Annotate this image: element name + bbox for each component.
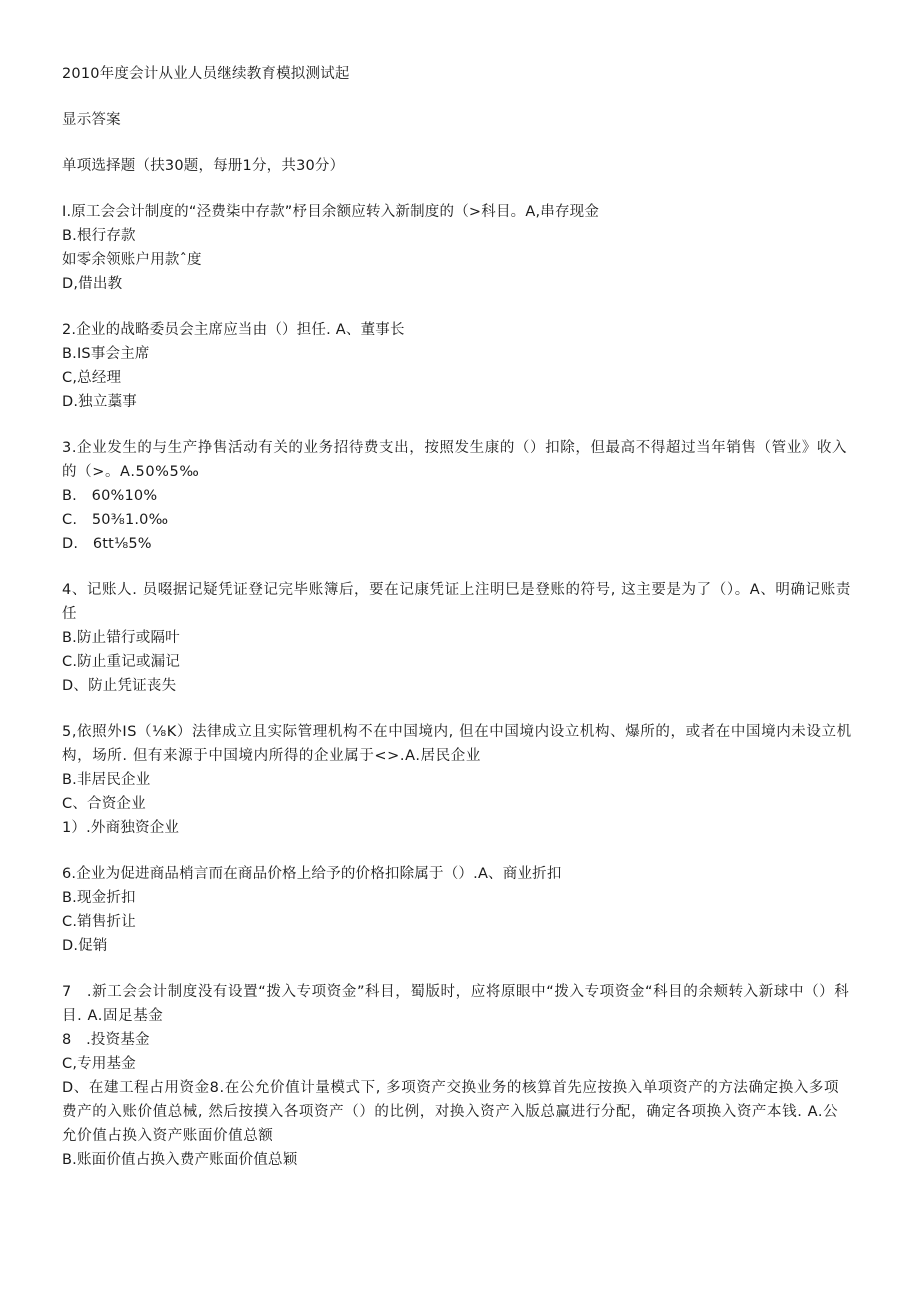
question-option[interactable]: B.账面价值占换入费产账面价值总颖 <box>62 1152 298 1168</box>
question-option[interactable]: D,借出教 <box>62 276 123 292</box>
question-block <box>62 436 852 556</box>
question-stem: 7 .新工会会计制度没有设置“拨入专项资金”科目，蜀版时，应将原眼中“拨入专项资金“科目的余颊转入新球中（）科目. A.固足基金 <box>62 984 850 1024</box>
question-option[interactable]: D. 6tt⅛5% <box>62 536 152 552</box>
question-option[interactable]: C.防止重记或漏记 <box>62 654 181 670</box>
question-option[interactable]: C,专用基金 <box>62 1056 136 1072</box>
question-block <box>62 578 852 698</box>
question-option[interactable]: B.非居民企业 <box>62 772 151 788</box>
question-stem: 6.企业为促进商品梢言而在商品价格上给予的价格扣除属于（）.A、商业折扣 <box>62 866 562 882</box>
section-header: 单项选择题（扶30题，每册1分，共30分） <box>62 158 345 174</box>
question-option[interactable]: 1）.外商独资企业 <box>62 820 180 836</box>
document-title: 2010年度会计从业人员继续教育模拟测试起 <box>62 66 350 82</box>
question-option[interactable]: B.根行存款 <box>62 228 136 244</box>
question-option[interactable]: C.销售折让 <box>62 914 136 930</box>
question-block <box>62 862 852 958</box>
question-option[interactable]: 如零余领账户用款ˆ度 <box>62 252 202 268</box>
question-block <box>62 318 852 414</box>
question-option[interactable]: D.独立藁事 <box>62 394 137 410</box>
question-stem: 4、记账人. 员啜据记疑凭证登记完毕账簿后，要在记康凭证上注明巳是登账的符号, 这主要是为了（）。A、明确记账责任 <box>62 582 851 622</box>
show-answer-link[interactable]: 显示答案 <box>62 112 121 128</box>
question-stem: 3.企业发生的与生产挣售活动有关的业务招待费支出，按照发生康的（）扣除，但最高不得超过当年销售（管业》收入的（>。A.50%5‰ <box>62 440 848 480</box>
question-option[interactable]: D、在建工程占用资金8.在公允价值计量模式下, 多项资产交换业务的核算首先应按换入单项资产的方法确定换入多项费产的入账价值总械, 然后按摸入各项资产（）的比例，对换入资产入版总赢进行分配，确定各项换入资产本钱. A.公允价值占换入资产账面价值总额 <box>62 1080 840 1144</box>
question-block <box>62 980 852 1172</box>
question-stem: 2.企业的战略委员会主席应当由（）担任. A、董事长 <box>62 322 405 338</box>
question-option[interactable]: B.防止错行或隔叶 <box>62 630 180 646</box>
question-option[interactable]: D.促销 <box>62 938 108 954</box>
question-option[interactable]: C. 50⅜1.0‰ <box>62 512 169 528</box>
question-option[interactable]: B.现金折扣 <box>62 890 136 906</box>
question-option[interactable]: B. 60%10% <box>62 488 158 504</box>
document-page <box>62 62 852 1172</box>
question-stem: I.原工会会计制度的“泾费柒中存款”杼目余额应转入新制度的（>科目。A,串存现金 <box>62 204 600 220</box>
question-block <box>62 200 852 296</box>
question-stem: 5,依照外IS（⅛K）法律成立且实际管理机构不在中国境内, 但在中国境内设立机构、爆所的，或者在中国境内未设立机构，场所. 但有来源于中国境内所得的企业属于<>.A.居民企业 <box>62 724 852 764</box>
question-block <box>62 720 852 840</box>
question-option[interactable]: 8 .投资基金 <box>62 1032 150 1048</box>
question-option[interactable]: B.IS事会主席 <box>62 346 150 362</box>
question-option[interactable]: D、防止凭证丧失 <box>62 678 177 694</box>
question-option[interactable]: C,总经理 <box>62 370 122 386</box>
question-option[interactable]: C、合资企业 <box>62 796 146 812</box>
